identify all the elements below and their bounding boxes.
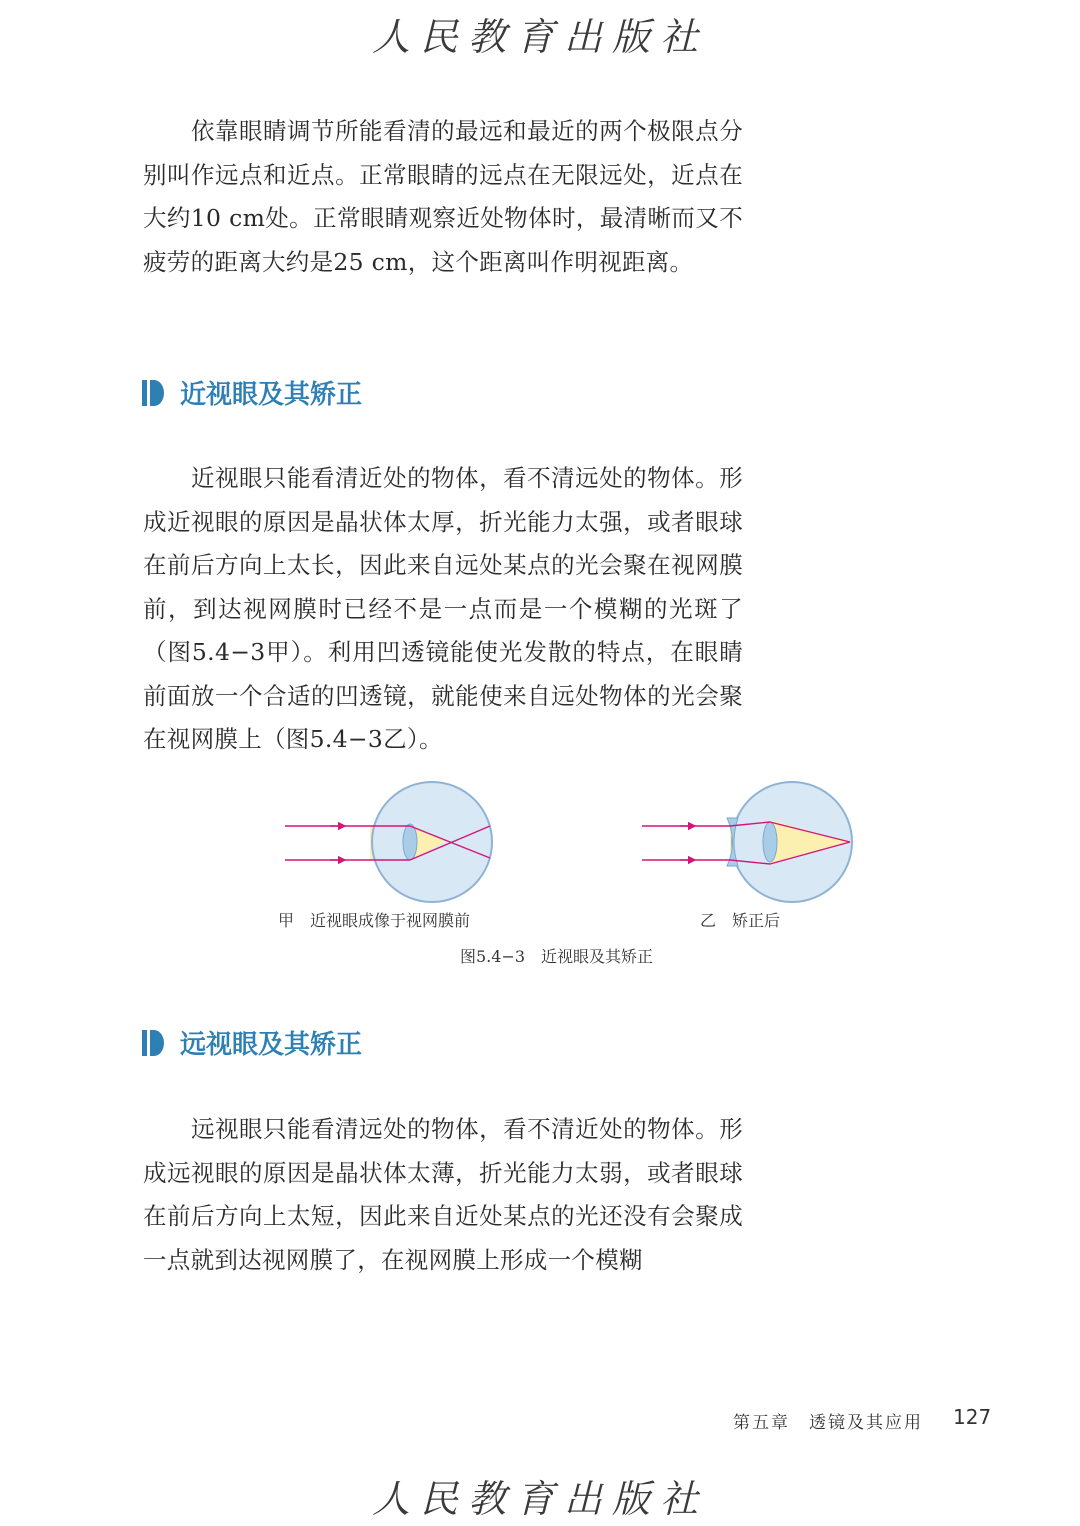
figure-subcaption-a: 甲 近视眼成像于视网膜前 [278, 911, 471, 930]
section-heading-hyperopia [142, 1024, 362, 1061]
footer-chapter-title: 第五章 透镜及其应用 [733, 1413, 923, 1433]
paragraph-hyperopia: 远视眼只能看清远处的物体，看不清近处的物体。形成远视眼的原因是晶状体太薄，折光能力太弱，或者眼球在前后方向上太短，因此来自近处某点的光还没有会聚成一点就到达视网膜了，在视网膜上形成一个模糊 [143, 1115, 743, 1274]
publisher-watermark-top: 人民教育出版社 [371, 15, 708, 59]
figure-subcaption-b: 乙 矫正后 [700, 911, 781, 930]
publisher-watermark-bottom: 人民教育出版社 [371, 1477, 708, 1521]
eye-corrected [642, 782, 852, 902]
section-marker-icon [142, 1028, 164, 1058]
section-heading-hyperopia-text: 远视眼及其矫正 [180, 1030, 363, 1060]
paragraph-near-far-point: 依靠眼睛调节所能看清的最远和最近的两个极限点分别叫作远点和近点。正常眼睛的远点在无限远处，近点在大约10 cm处。正常眼睛观察近处物体时，最清晰而又不疲劳的距离大约是25 cm，这个距离叫作明视距离。 [143, 117, 743, 276]
section-heading-myopia [142, 374, 362, 411]
eye-myopic [285, 782, 492, 902]
section-heading-myopia-text: 近视眼及其矫正 [180, 380, 363, 410]
page-number: 127 [953, 1405, 992, 1429]
figure-caption: 图5.4−3 近视眼及其矫正 [460, 947, 654, 966]
myopia-eye-diagram [270, 780, 870, 905]
paragraph-myopia: 近视眼只能看清近处的物体，看不清远处的物体。形成近视眼的原因是晶状体太厚，折光能力太强，或者眼球在前后方向上太长，因此来自远处某点的光会聚在视网膜前，到达视网膜时已经不是一点而是一个模糊的光斑了（图5.4−3甲）。利用凹透镜能使光发散的特点，在眼睛前面放一个合适的凹透镜，就能使来自远处物体的光会聚在视网膜上（图5.4−3乙）。 [143, 464, 743, 753]
figure-myopia-correction [270, 780, 870, 980]
section-marker-icon [142, 378, 164, 408]
